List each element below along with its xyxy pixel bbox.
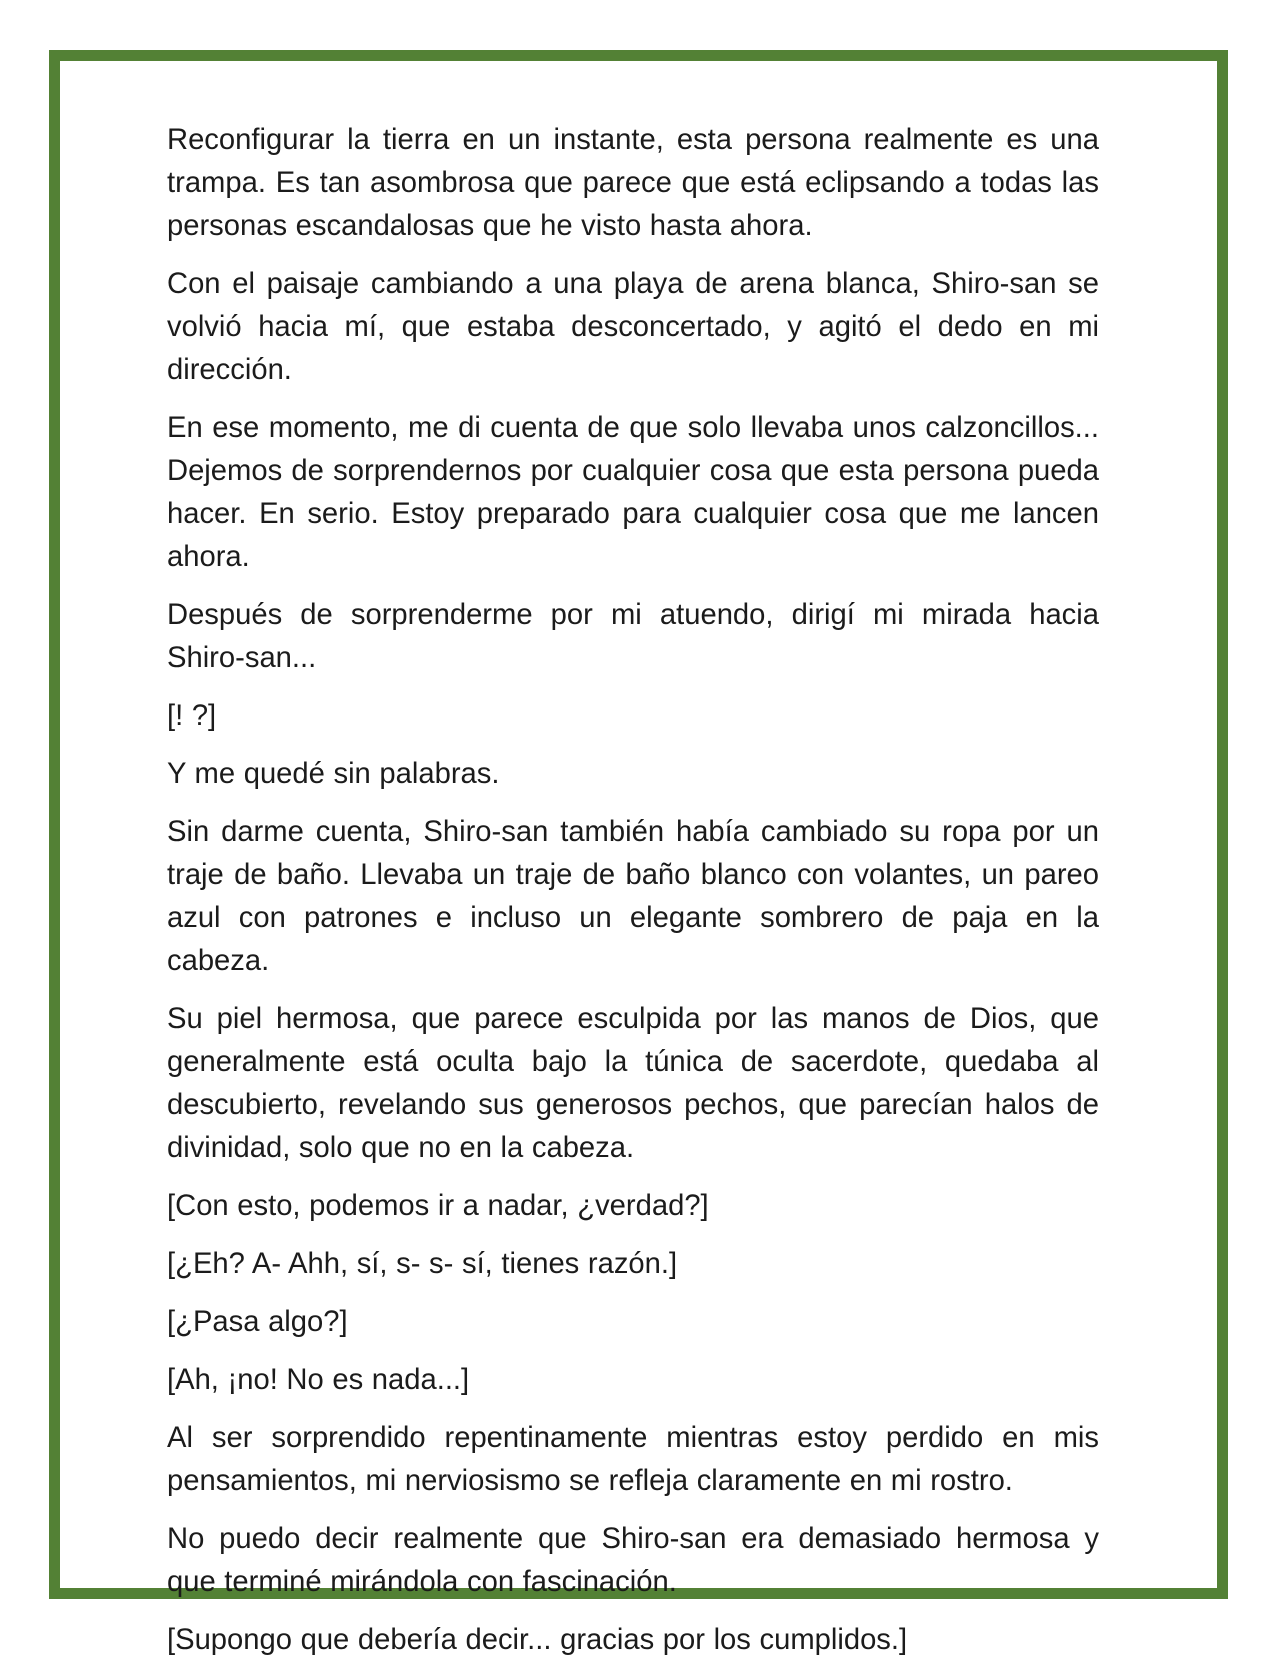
document-body: [167, 119, 1099, 1677]
paragraph: [! ?]: [167, 700, 217, 732]
paragraph: Al ser sorprendido repentinamente mientras estoy perdido en mis pensamientos, mi nerviosismo se refleja claramente en mi rostro.: [167, 1422, 1099, 1497]
paragraph: [¿Eh? A- Ahh, sí, s- s- sí, tienes razón.]: [167, 1248, 678, 1280]
paragraph: Su piel hermosa, que parece esculpida por las manos de Dios, que generalmente está oculta bajo la túnica de sacerdote, quedaba al descubierto, revelando sus generosos pechos, que parecían halos de divinidad, solo que no en la cabeza.: [167, 1003, 1099, 1164]
paragraph: Reconfigurar la tierra en un instante, esta persona realmente es una trampa. Es tan asombrosa que parece que está eclipsando a todas las personas escandalosas que he visto hasta ahora.: [167, 124, 1099, 242]
paragraph: Con el paisaje cambiando a una playa de arena blanca, Shiro-san se volvió hacia mí, que estaba desconcertado, y agitó el dedo en mi dirección.: [167, 268, 1099, 386]
paragraph: [Con esto, podemos ir a nadar, ¿verdad?]: [167, 1190, 709, 1222]
paragraph: En ese momento, me di cuenta de que solo llevaba unos calzoncillos... Dejemos de sorprendernos por cualquier cosa que esta persona pueda hacer. En serio. Estoy preparado para cualquier cosa que me lancen ahora.: [167, 412, 1099, 573]
paragraph: Y me quedé sin palabras.: [167, 758, 500, 790]
paragraph: Sin darme cuenta, Shiro-san también había cambiado su ropa por un traje de baño. Llevaba un traje de baño blanco con volantes, un pareo azul con patrones e incluso un elegante sombrero de paja en la cabeza.: [167, 816, 1099, 977]
paragraph: [¿Pasa algo?]: [167, 1306, 348, 1338]
paragraph: [Supongo que debería decir... gracias por los cumplidos.]: [167, 1624, 908, 1656]
paragraph: No puedo decir realmente que Shiro-san era demasiado hermosa y que terminé mirándola con fascinación.: [167, 1523, 1099, 1598]
paragraph: [Ah, ¡no! No es nada...]: [167, 1364, 470, 1396]
paragraph: Después de sorprenderme por mi atuendo, dirigí mi mirada hacia Shiro-san...: [167, 599, 1099, 674]
